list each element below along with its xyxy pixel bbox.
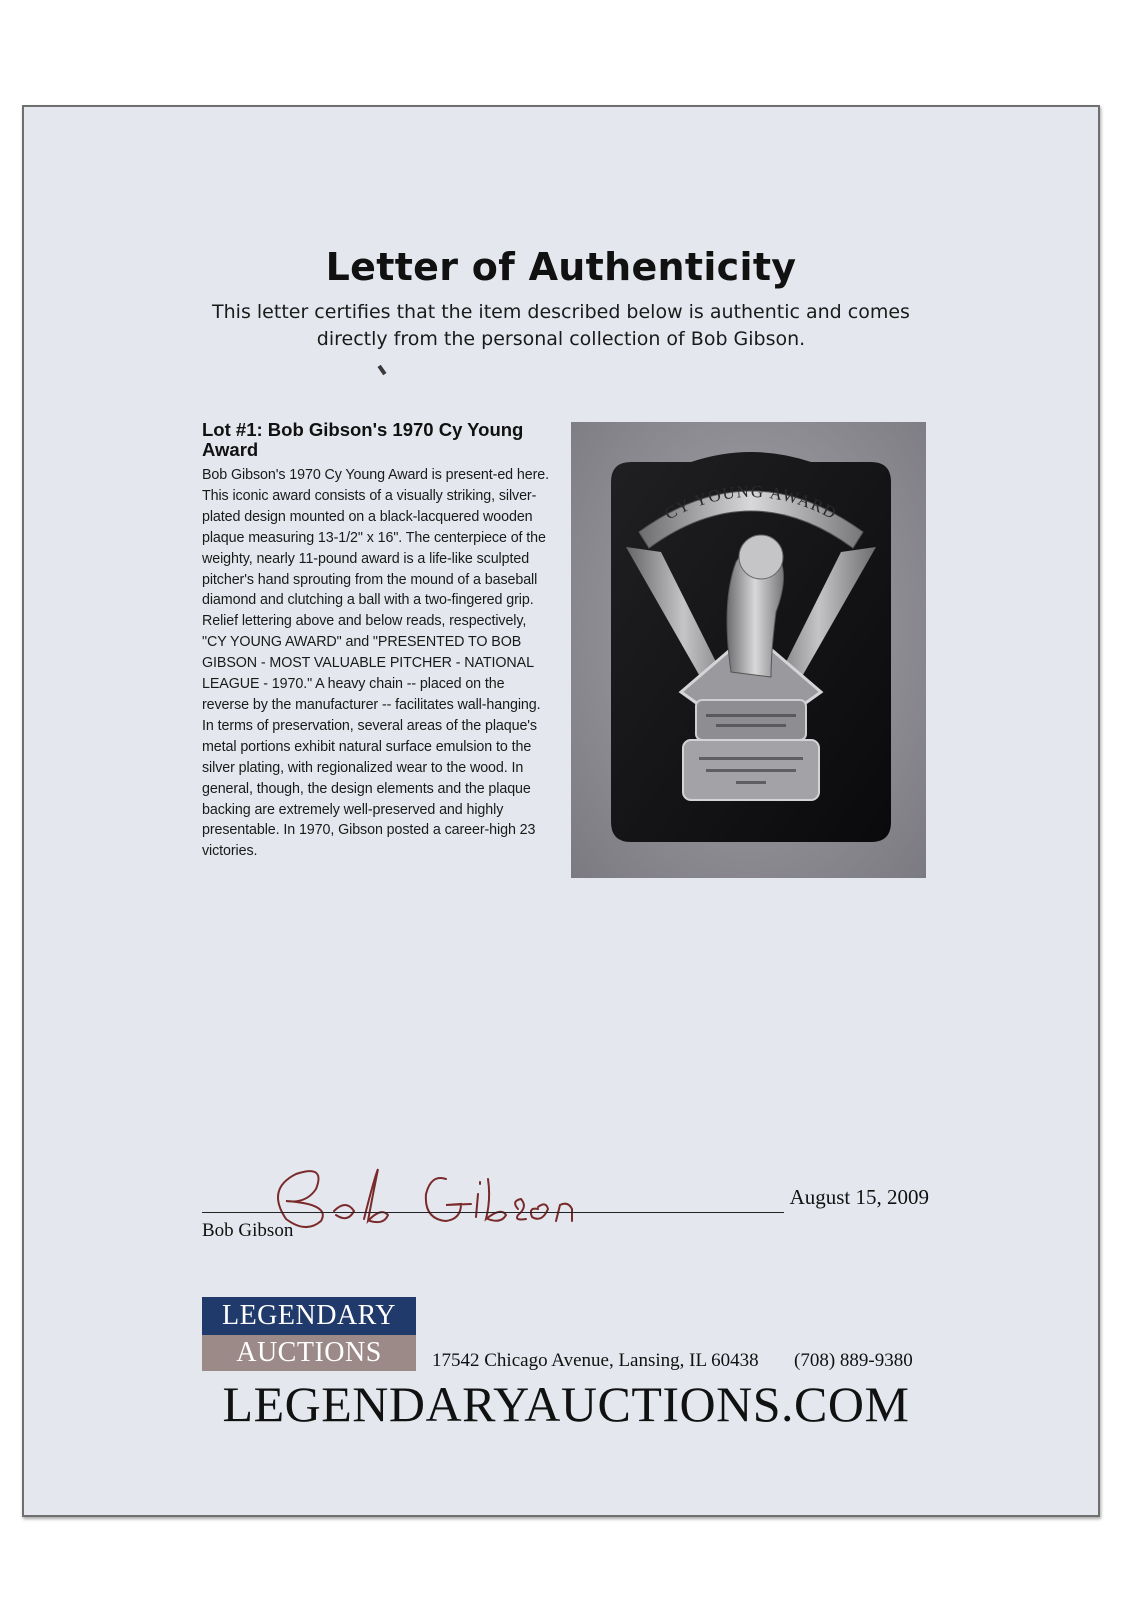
company-phone: (708) 889-9380 xyxy=(794,1350,913,1371)
letter-title: Letter of Authenticity xyxy=(325,245,797,289)
plaque-nameplate-top xyxy=(696,700,806,740)
letter-sheet xyxy=(22,105,1100,1517)
signature-date: August 15, 2009 xyxy=(789,1185,929,1209)
cy-young-award-photo xyxy=(571,422,926,878)
letter-subtitle: This letter certifies that the item described below is authentic and comes directly from the personal collection of Bob Gibson. xyxy=(212,301,910,350)
paper-speck xyxy=(377,365,386,375)
company-address: 17542 Chicago Avenue, Lansing, IL 60438 xyxy=(432,1350,759,1371)
logo-legendary: LEGENDARY xyxy=(202,1297,416,1335)
signer-name: Bob Gibson xyxy=(202,1220,294,1241)
lot-description: Bob Gibson's 1970 Cy Young Award is present-ed here. This iconic award consists of a visually striking, silver-plated design mounted on a black-lacquered wooden plaque measuring 13-1/2" x 16". The centerpiece of the weighty, nearly 11-pound award is a life-like sculpted pitcher's hand sprouting from the mound of a baseball diamond and clutching a ball with a two-fingered grip. Relief lettering above and below reads, respectively, "CY YOUNG AWARD" and "PRESENTED TO BOB GIBSON - MOST VALUABLE PITCHER - NATIONAL LEAGUE - 1970." A heavy chain -- placed on the reverse by the manufacturer -- facilitates wall-hanging. In terms of preservation, several areas of the plaque's metal portions exhibit natural surface emulsion to the silver plating, with regionalized wear to the wood. In general, though, the design elements and the plaque backing are extremely well-preserved and highly presentable. In 1970, Gibson posted a career-high 23 victories. xyxy=(202,467,549,860)
plaque-banner-text: CY YOUNG AWARD xyxy=(661,481,841,524)
plaque-illustration xyxy=(571,422,926,878)
signature-line xyxy=(202,1212,784,1213)
baseball xyxy=(739,535,783,579)
lot-title: Lot #1: Bob Gibson's 1970 Cy Young Award xyxy=(202,419,524,460)
handwritten-signature xyxy=(256,1149,616,1239)
company-website: LEGENDARYAUCTIONS.COM xyxy=(222,1376,910,1432)
logo-auctions: AUCTIONS xyxy=(202,1335,416,1371)
